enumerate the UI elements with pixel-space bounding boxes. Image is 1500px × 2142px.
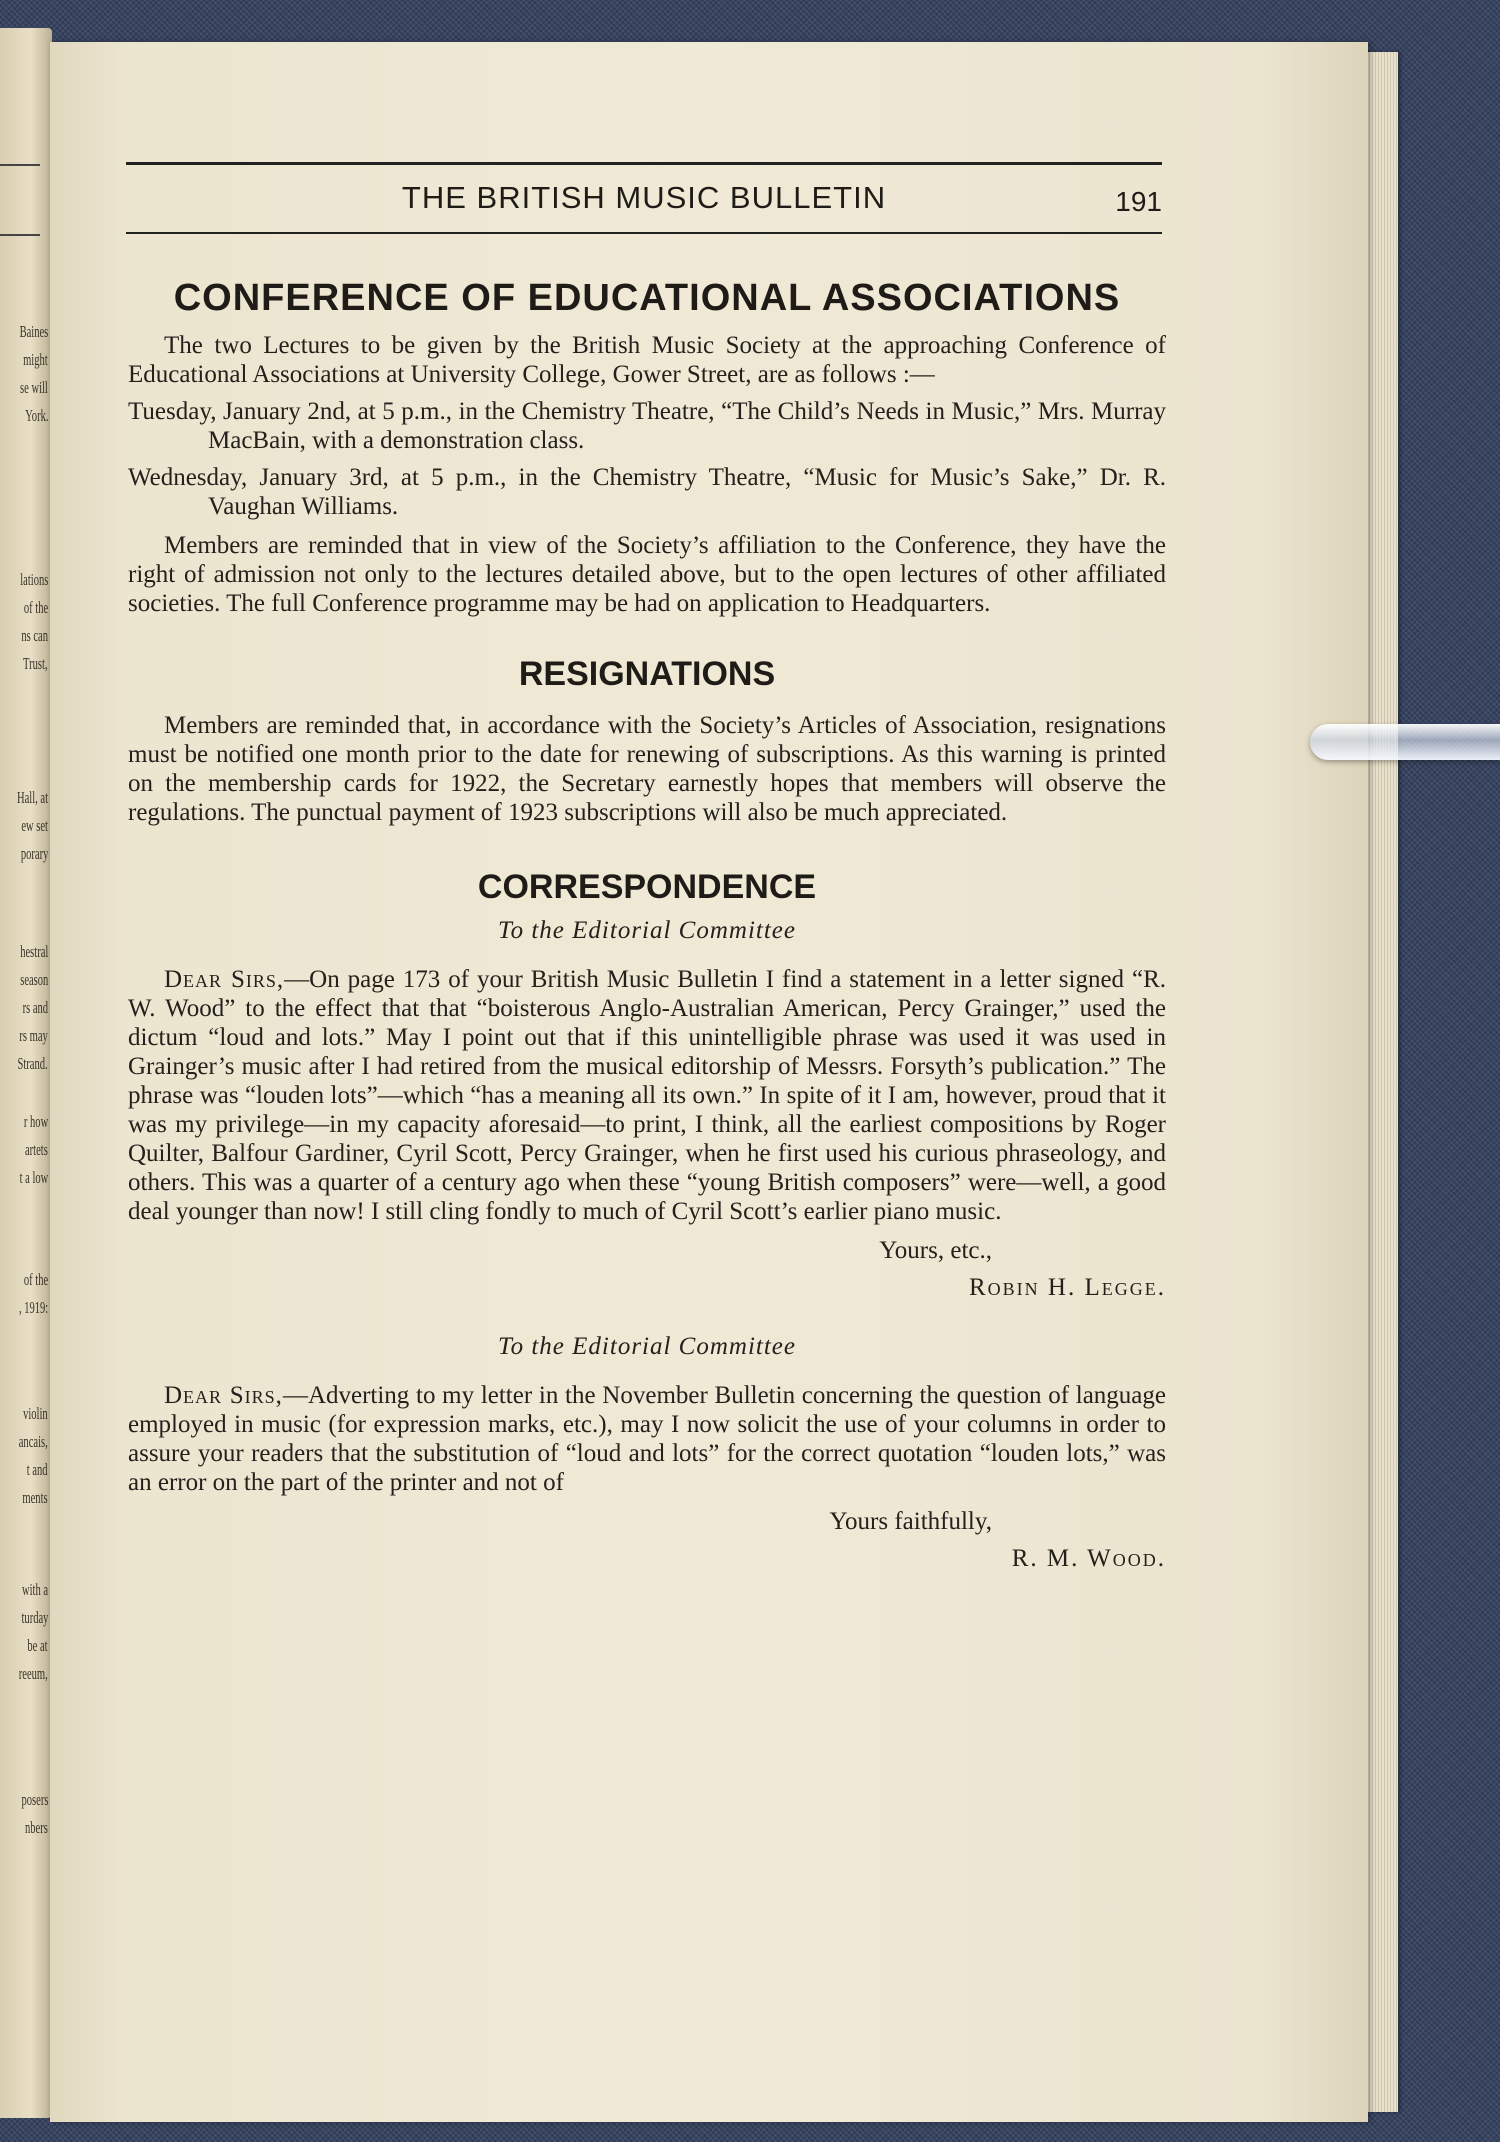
facing-page-fragment: rs and	[22, 998, 48, 1017]
page-clip-bar	[1310, 724, 1500, 760]
letter-closing: Yours faithfully,	[829, 1508, 992, 1535]
correspondence-section	[128, 868, 1167, 1573]
facing-page-fragment: of the	[23, 598, 48, 617]
letter-salutation: Dear Sirs,	[164, 1382, 283, 1409]
facing-page-fragment: Strand.	[17, 1054, 48, 1073]
lecture-entry: Tuesday, January 2nd, at 5 p.m., in the Chemistry Theatre, “The Child’s Needs in Music,” Mrs. Murray MacBain, with a demonstration class.	[128, 398, 1166, 454]
facing-page-fragment: hestral	[19, 942, 48, 961]
facing-page-fragment: ments	[22, 1488, 48, 1507]
letter-body	[128, 965, 1166, 1226]
resignations-body: Members are reminded that, in accordance with the Society’s Articles of Association, resignations must be notified one month prior to the date for renewing of subscriptions. As this warning is printed on the membership cards for 1922, the Secretary earnestly hopes that members will observe the regulations. The punctual payment of 1923 subscriptions will also be much appreciated.	[128, 712, 1166, 826]
header-rule-bottom	[126, 232, 1162, 234]
facing-page-fragment: with a	[21, 1580, 48, 1599]
letter-text: —Adverting to my letter in the November Bulletin concerning the question of language employed in music (for expression marks, etc.), may I now solicit the use of your columns in order to assure your readers that the substitution of “loud and lots” for the correct quotation “louden lots,” was an error on the part of the printer and not of	[128, 1382, 1166, 1496]
letter-body	[128, 1381, 1166, 1497]
letter-salutation: Dear Sirs,	[164, 966, 285, 993]
facing-page-fragment: r how	[23, 1112, 48, 1131]
resignations-heading: RESIGNATIONS	[518, 655, 776, 693]
facing-page-fragment: rs may	[19, 1026, 48, 1045]
letter	[128, 916, 1166, 1302]
letter-text: —On page 173 of your British Music Bulletin I find a statement in a letter signed “R. W. Wood” to the effect that that “boisterous Anglo-Australian American, Percy Grainger,” used the dictum “loud and lots.” May I point out that if this unintelligible phrase was used it was used in Grainger’s music after I had retired from the musical editorship of Messrs. Forsyth’s publication.” The phrase was “louden lots”—which “has a meaning all its own.” In spite of it I am, however, proud that it was my privilege—in my capacity aforesaid—to print, I think, all the earliest compositions by Roger Quilter, Balfour Gardiner, Cyril Scott, Percy Grainger, when he first used his curious phraseology, and others. This was a quarter of a century ago when these “young British composers” were—well, a good deal younger than now! I still cling fondly to much of Cyril Scott’s earlier piano music.	[128, 966, 1167, 1225]
facing-page-fragment: turday	[21, 1608, 48, 1627]
facing-page-fragment: season	[19, 970, 48, 989]
facing-page-fragment: York.	[24, 406, 48, 425]
facing-page-fragment: might	[23, 350, 48, 369]
facing-page-fragment: be at	[27, 1636, 48, 1655]
page-number: 191	[1115, 186, 1162, 217]
conference-note: Members are reminded that in view of the Society’s affiliation to the Conference, they have the right of admission not only to the lectures detailed above, but to the open lectures of other affiliated societies. The full Conference programme may be had on application to Headquarters.	[128, 532, 1166, 617]
letter	[128, 1332, 1166, 1573]
facing-page-fragment: nbers	[25, 1818, 48, 1837]
facing-page-fragment: ew set	[21, 816, 48, 835]
running-head	[126, 162, 1162, 236]
letter-signature: Robin H. Legge.	[969, 1274, 1166, 1301]
facing-page-fragment: t a low	[19, 1168, 48, 1187]
conference-heading: CONFERENCE OF EDUCATIONAL ASSOCIATIONS	[173, 277, 1121, 319]
page-content	[128, 277, 1167, 1573]
conference-section	[128, 277, 1166, 618]
correspondence-heading: CORRESPONDENCE	[477, 868, 817, 906]
facing-page-fragment: porary	[20, 844, 48, 863]
facing-page-edge	[0, 28, 52, 2118]
facing-page-fragment: Hall, at	[16, 788, 48, 807]
facing-page-fragment: t and	[27, 1460, 48, 1479]
conference-intro: The two Lectures to be given by the British Music Society at the approaching Conference of Educational Associations at University College, Gower Street, are as follows :—	[128, 332, 1166, 388]
resignations-section	[128, 655, 1166, 827]
facing-page-fragment: reeum,	[19, 1664, 48, 1683]
facing-page-fragment: se will	[20, 378, 48, 397]
letter-addressee: To the Editorial Committee	[498, 917, 796, 944]
lecture-entry: Wednesday, January 3rd, at 5 p.m., in the Chemistry Theatre, “Music for Music’s Sake,” Dr. R. Vaughan Williams.	[128, 464, 1166, 520]
facing-page-fragment: ancais,	[19, 1432, 48, 1451]
letter-addressee: To the Editorial Committee	[498, 1333, 796, 1360]
header-rule-top	[126, 162, 1162, 165]
facing-page-fragment: ns can	[21, 626, 48, 645]
page-clip	[1300, 700, 1500, 786]
letter-signature: R. M. Wood.	[1011, 1545, 1166, 1572]
facing-page-fragment: Baines	[19, 322, 48, 341]
facing-page-fragment: Trust,	[23, 654, 48, 673]
facing-page-fragment: violin	[23, 1404, 48, 1423]
facing-page-fragment: artets	[25, 1140, 48, 1159]
running-title: THE BRITISH MUSIC BULLETIN	[401, 180, 887, 215]
facing-page-fragment: of the	[23, 1270, 48, 1289]
facing-page-text-fragments	[0, 28, 52, 2118]
facing-page-fragment: , 1919:	[18, 1298, 48, 1317]
letter-closing: Yours, etc.,	[879, 1237, 992, 1264]
facing-page-fragment: lations	[19, 570, 48, 589]
facing-page-fragment: posers	[21, 1790, 48, 1809]
